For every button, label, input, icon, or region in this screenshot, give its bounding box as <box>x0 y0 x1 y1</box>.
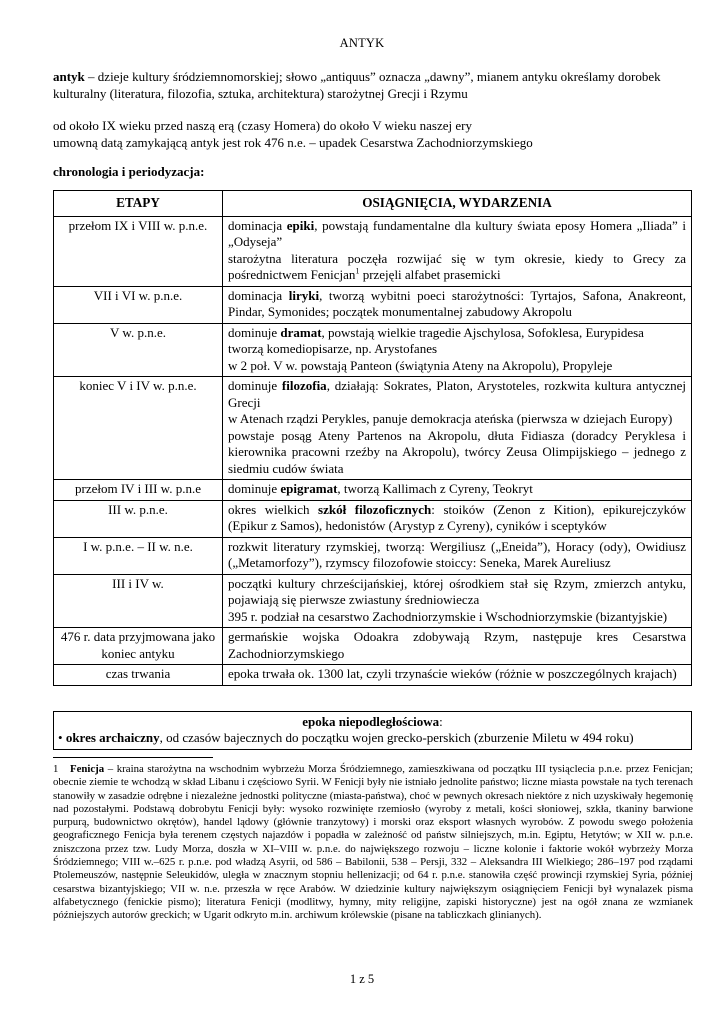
table-row <box>54 628 692 665</box>
events-cell: okres wielkich szkół filozoficznych: stoików (Zenon z Kition), epikurejczyków (Epikur z Samos), hedonistów (Arystyp z Cyreny), cyników i sceptyków <box>223 500 692 537</box>
period-cell: koniec V i IV w. p.n.e. <box>54 377 223 480</box>
timespan-start-line: od około IX wieku przed naszą erą (czasy Homera) do około V wieku naszej ery <box>53 118 472 133</box>
period-cell: I w. p.n.e. – II w. n.e. <box>54 537 223 574</box>
epoch-box-item: • okres archaiczny, od czasów bajecznych do początku wojen grecko-perskich (zburzenie Miletu w 494 roku) <box>58 730 634 745</box>
events-cell: epoka trwała ok. 1300 lat, czyli trzynaście wieków (różnie w poszczególnych krajach) <box>223 665 692 686</box>
bullet-icon: • <box>58 730 66 745</box>
events-cell: początki kultury chrześcijańskiej, której ośrodkiem stał się Rzym, zmierzch antyku, pojawiają się pierwsze zwiastuny średniowiecza 395 r. podział na cesarstwo Zachodniorzymskie i Wschodniorzymskie (bizantyjskie) <box>223 574 692 628</box>
table-row <box>54 574 692 628</box>
footnote-divider <box>53 757 213 758</box>
footnote <box>53 763 693 923</box>
table-row <box>54 377 692 480</box>
column-header-events: OSIĄGNIĘCIA, WYDARZENIA <box>223 191 692 217</box>
period-cell: III i IV w. <box>54 574 223 628</box>
events-cell: germańskie wojska Odoakra zdobywają Rzym, następuje kres Cesarstwa Zachodniorzymskiego <box>223 628 692 665</box>
table-row <box>54 216 692 286</box>
period-cell: VII i VI w. p.n.e. <box>54 286 223 323</box>
table-row <box>54 480 692 501</box>
events-cell: dominuje dramat, powstają wielkie tragedie Ajschylosa, Sofoklesa, Eurypidesa tworzą komediopisarze, np. Arystofanes w 2 poł. V w. powstają Panteon (świątynia Ateny na Akropolu), Propyleje <box>223 323 692 377</box>
page-number: 1 z 5 <box>349 972 375 986</box>
page-title: ANTYK <box>339 36 385 50</box>
timespan-end-line: umowną datą zamykającą antyk jest rok 476 n.e. – upadek Cesarstwa Zachodniorzymskiego <box>53 134 533 150</box>
table-row <box>54 323 692 377</box>
definition-term: antyk <box>53 69 85 84</box>
events-cell: rozkwit literatury rzymskiej, tworzą: Wergiliusz („Eneida”), Horacy (ody), Owidiusz („Metamorfozy”), rzymscy filozofowie stoiccy: Seneka, Marek Aureliusz <box>223 537 692 574</box>
table-row <box>54 286 692 323</box>
table-row <box>54 500 692 537</box>
chronology-table <box>53 190 692 686</box>
period-cell: czas trwania <box>54 665 223 686</box>
chronology-heading: chronologia i periodyzacja: <box>53 164 205 179</box>
definition-paragraph <box>53 69 693 102</box>
epoch-box <box>53 711 692 750</box>
table-row <box>54 537 692 574</box>
table-row <box>54 665 692 686</box>
epoch-box-title: epoka niepodległościowa: <box>302 714 443 729</box>
footnote-term: Fenicja <box>70 763 105 775</box>
events-cell: dominacja epiki, powstają fundamentalne dla kultury świata eposy Homera „Iliada” i „Odyseja” starożytna literatura poczęła rozwijać się w tym okresie, kiedy to Grecy za pośrednictwem Fenicjan$^1$ przejęli alfabet prasemicki <box>223 216 692 286</box>
column-header-period: ETAPY <box>54 191 223 217</box>
events-cell: dominacja liryki, tworzą wybitni poeci starożytności: Tyrtajos, Safona, Anakreont, Pindar, Symonides; początek monumentalnej zabudowy Akropolu <box>223 286 692 323</box>
timespan-paragraph <box>53 118 693 151</box>
footnote-number: 1 <box>53 763 59 775</box>
definition-text: – dzieje kultury śródziemnomorskiej; słowo „antiquus” oznacza „dawny”, mianem antyku określamy dorobek kulturalny (literatura, filozofia, sztuka, architektura) starożytnej Grecji i Rzymu <box>53 69 661 101</box>
period-cell: III w. p.n.e. <box>54 500 223 537</box>
footnote-text: – kraina starożytna na wschodnim wybrzeżu Morza Śródziemnego, zamieszkiwana od początku III tysiąclecia p.n.e. przez Fenicjan; obecnie ziemie te wchodzą w skład Libanu i częściowo Syrii. W Fenicji były nie istniało jednolite państwo; liczne miasta powstałe na tych terenach stanowiły w zasadzie odrębne i niezależne jednostki polityczne (miasta-państwa), choć w pewnych okresach niektóre z nich uzyskiwały hegemonię nad pozostałymi. Podstawą dobrobytu Fenicji były: wysoko rozwinięte rzemiosło (wyroby z metali, kości słoniowej, szkła, tkaniny barwione purpurą, budownictwo okrętów), handel lądowy (głównie tranzytowy) i morski oraz eksport własnych wyrobów. Z powodu swego położenia geograficznego Fenicja była terenem częstych najazdów i popadła w zależność od państw silniejszych, m.in. Egiptu, Hetytów; w XII w. p.n.e. zniszczona przez tzw. Ludy Morza, doszła w XI–VIII w. p.n.e. do największego rozwoju – liczne kolonie i faktorie wokół wybrzeży Morza Śródziemnego; VIII w.–625 r. p.n.e. pod władzą Asyrii, od 586 – Babilonii, 538 – Persji, 332 – Aleksandra III Wielkiego; 286–197 pod rządami Ptolemeuszów, następnie Seleukidów, uległa w znacznym stopniu hellenizacji; od 64 r. p.n.e. stanowiła część prowincji rzymskiej Syria, później cesarstwa bizantyjskiego; VII w. n.e. przeszła w ręce Arabów. W dziedzinie kultury największym osiągnięciem Fenicji był wynalazek pisma alfabetycznego (fenickie pismo); literatura Fenicji (modlitwy, hymny, mity religijne, zapiski historyczne) jest na ogół znana ze wzmianek późniejszych autorów greckich; w Ugarit odkryto m.in. archiwum królewskie (pisane na tabliczkach glinianych). <box>53 763 693 922</box>
period-cell: przełom IX i VIII w. p.n.e. <box>54 216 223 286</box>
events-cell: dominuje filozofia, działają: Sokrates, Platon, Arystoteles, rozkwita kultura antycznej Grecji w Atenach rządzi Perykles, panuje demokracja ateńska (pierwsza w dziejach Europy) powstaje posąg Ateny Partenos na Akropolu, dłuta Fidiasza (doradcy Peryklesa i kierownika pracowni rzeźby na Akropolu), twórcy Zeusa Olimpijskiego – jednego z siedmiu cudów świata <box>223 377 692 480</box>
period-cell: V w. p.n.e. <box>54 323 223 377</box>
footnote-ref[interactable]: 1 <box>355 266 360 276</box>
table-header-row <box>54 191 692 217</box>
events-cell: dominuje epigramat, tworzą Kallimach z Cyreny, Teokryt <box>223 480 692 501</box>
period-cell: 476 r. data przyjmowana jako koniec antyku <box>54 628 223 665</box>
period-cell: przełom IV i III w. p.n.e <box>54 480 223 501</box>
